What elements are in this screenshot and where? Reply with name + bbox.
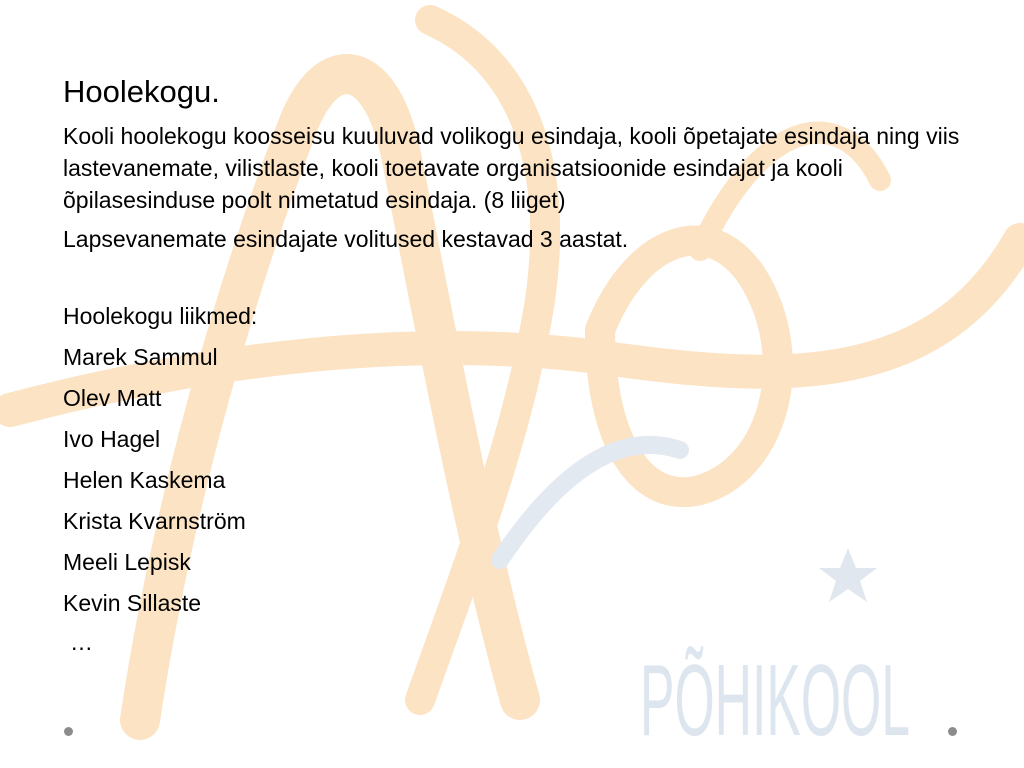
paragraph-term: Lapsevanemate esindajate volitused kestavad 3 aastat. — [63, 226, 629, 252]
logo-text: PÕHIKOOL — [640, 643, 910, 757]
slide-title: Hoolekogu. — [63, 74, 220, 109]
members-heading: Hoolekogu liikmed: — [63, 303, 258, 329]
member-item: Olev Matt — [63, 385, 162, 411]
corner-dot-right — [948, 727, 957, 736]
member-item: Marek Sammul — [63, 344, 218, 370]
list-ellipsis: … — [70, 629, 93, 655]
member-item: Ivo Hagel — [63, 426, 161, 452]
spacer — [63, 262, 963, 296]
member-item: Krista Kvarnström — [63, 508, 246, 534]
paragraph-composition: Kooli hoolekogu koosseisu kuuluvad volikogu esindaja, kooli õpetajate esindaja ning viis lastevanemate, vilistlaste, kooli toetavate organisatsioonide esindajat ja kooli õpilasesinduse poolt nimetatud esindaja. (8 liiget) — [63, 123, 960, 213]
member-item: Helen Kaskema — [63, 467, 226, 493]
slide-content — [63, 70, 963, 660]
member-item: Kevin Sillaste — [63, 590, 202, 616]
corner-dot-left — [64, 727, 73, 736]
member-item: Meeli Lepisk — [63, 549, 191, 575]
